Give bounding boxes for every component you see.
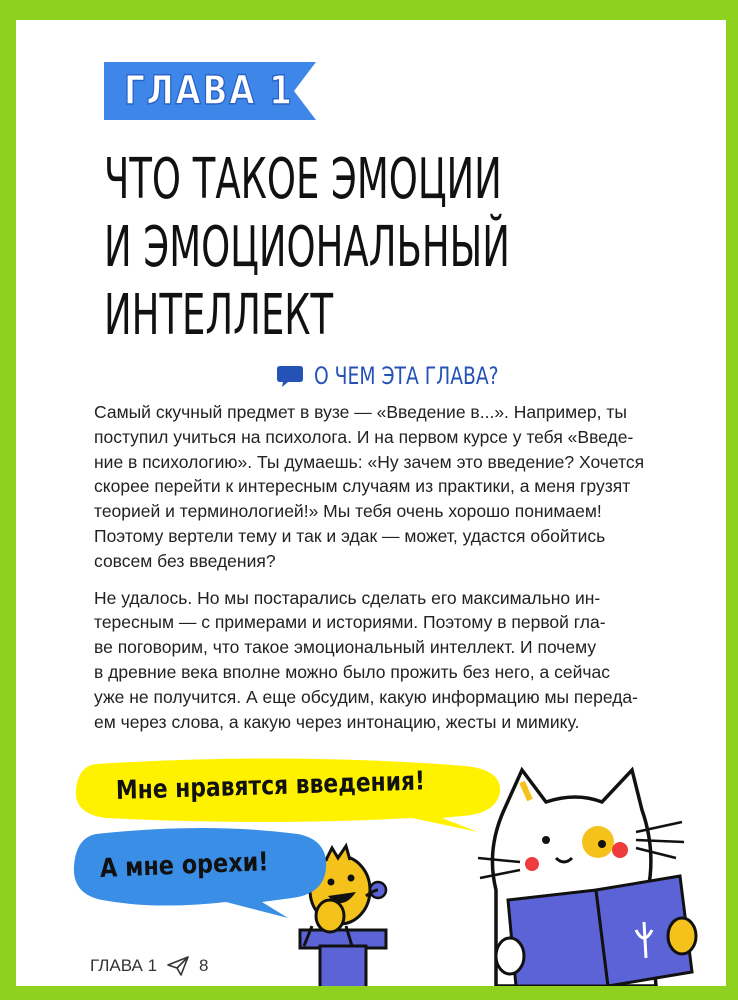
page-footer [90, 956, 209, 976]
body-text [94, 400, 694, 746]
text-line: Самый скучный предмет в вузе — «Введение в...». Например, ты [94, 402, 627, 422]
text-line: поступил учиться на психолога. И на первом курсе у тебя «Введе- [94, 426, 634, 447]
hamster-speech-text: А мне орехи! [99, 847, 269, 884]
title-line-3: ИНТЕЛЛЕКТ [104, 283, 334, 348]
text-line: теорией и терминологией!» Мы тебя очень хорошо понимаем! [94, 501, 602, 522]
title-line-1: ЧТО ТАКОЕ ЭМОЦИИ [104, 147, 502, 212]
chapter-label: ГЛАВА 1 [124, 68, 294, 114]
text-line: в древние века вполне можно было прожить без него, а сейчас [94, 661, 610, 682]
pedestal [300, 930, 386, 986]
text-line: ем через слова, а какую через интонацию, жесты и мимику. [94, 711, 580, 732]
title-line-2: И ЭМОЦИОНАЛЬНЫЙ [104, 215, 510, 280]
page-number: 8 [199, 956, 209, 975]
hamster-speech-bubble [66, 820, 336, 920]
text-line: совсем без введения? [94, 550, 276, 571]
paragraph-1 [94, 400, 694, 574]
cat-character [478, 770, 696, 986]
text-line: Не удалось. Но мы постарались сделать его максимально ин- [94, 587, 601, 608]
speech-bubble-icon [276, 364, 304, 388]
text-line: ние в психологию». Ты думаешь: «Ну зачем это введение? Хочется [94, 451, 645, 472]
book-page [16, 20, 726, 986]
footer-chapter: ГЛАВА 1 [90, 956, 158, 975]
text-line: тересным — с примерами и историями. Поэтому в первой гла- [94, 612, 606, 633]
chapter-banner [104, 62, 316, 120]
text-line: уже не получится. А еще обсудим, какую информацию мы переда- [94, 686, 638, 707]
text-line: Поэтому вертели тему и так и эдак — может, удастся обойтись [94, 525, 606, 546]
text-line: ве поговорим, что такое эмоциональный интеллект. И почему [94, 637, 597, 658]
section-heading-text: О ЧЕМ ЭТА ГЛАВА? [314, 362, 499, 390]
text-line: скорее перейти к интересным случаям из практики, а меня грузят [94, 476, 631, 497]
paragraph-2 [94, 586, 694, 735]
paper-plane-icon [167, 956, 189, 976]
cat-speech-text: Мне нравятся введения! [115, 766, 426, 806]
page-title [104, 146, 510, 350]
section-heading [276, 358, 551, 394]
